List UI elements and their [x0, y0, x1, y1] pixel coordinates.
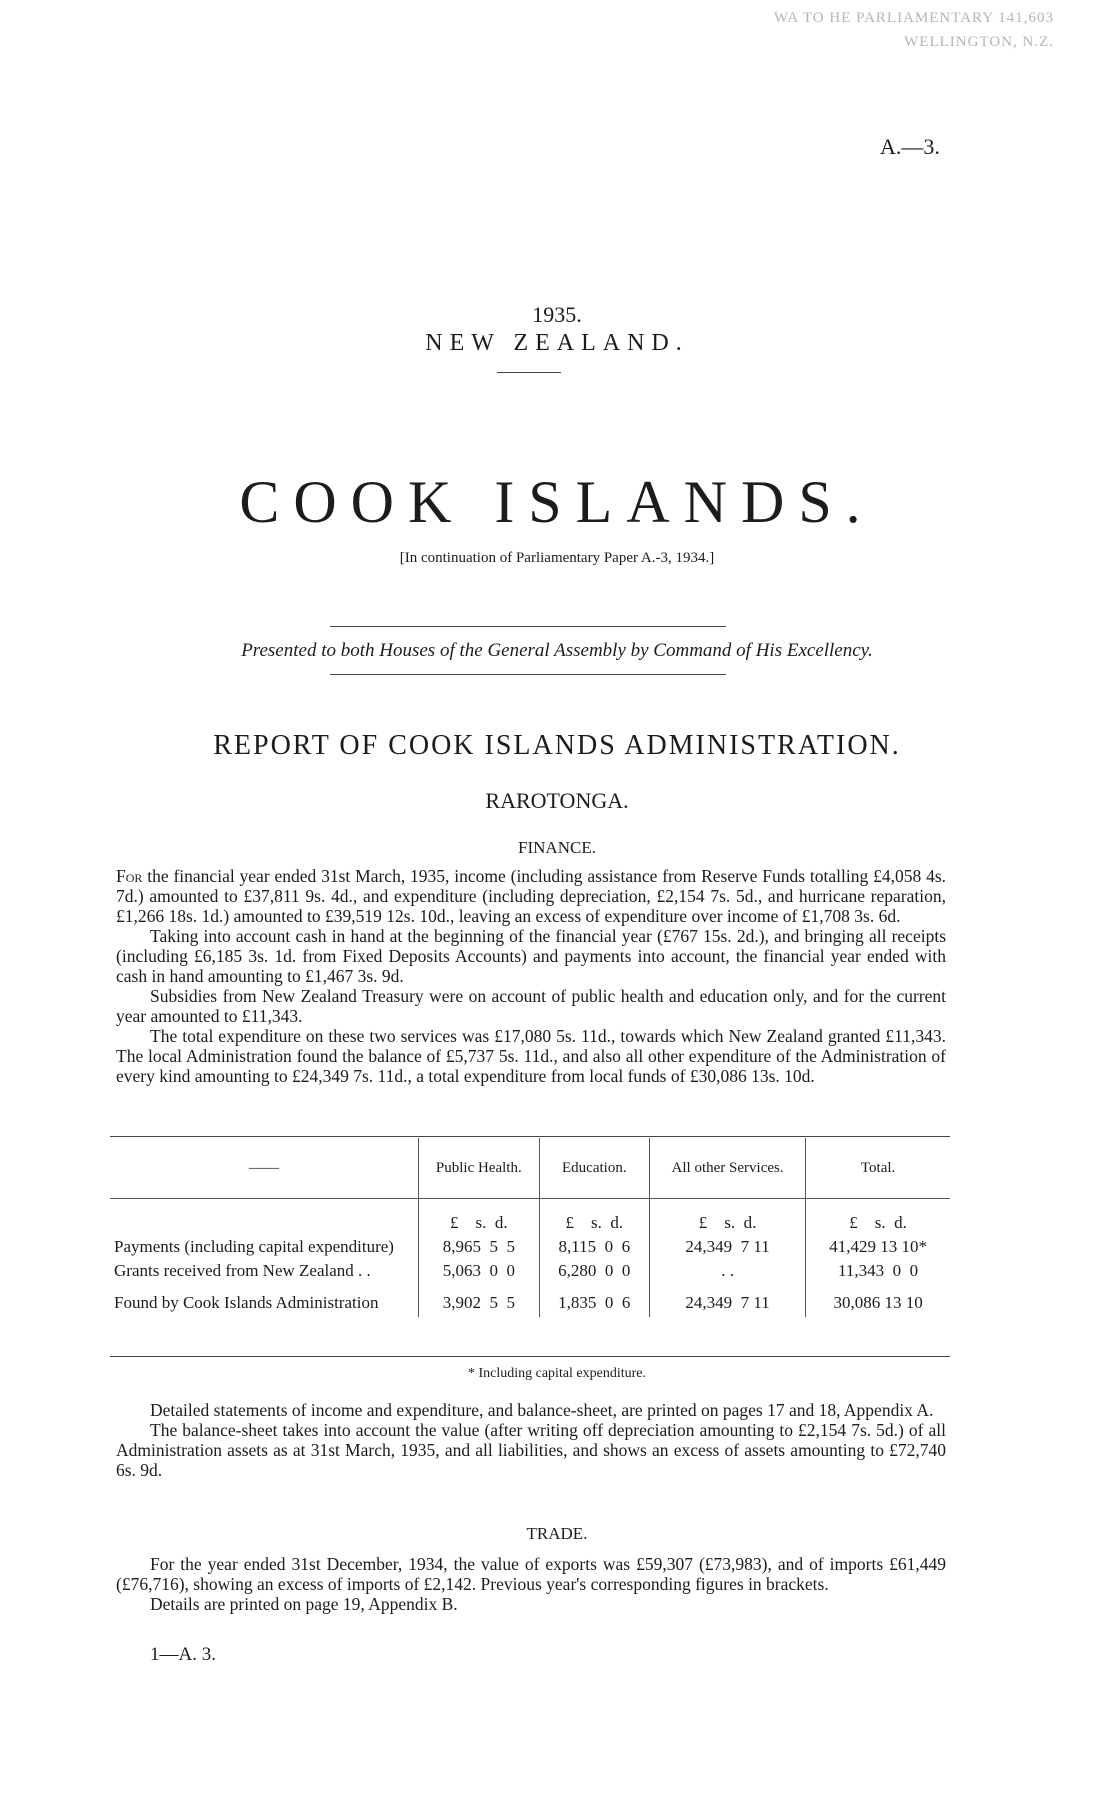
units-cell: £ s. d.: [849, 1213, 907, 1232]
trade-heading: TRADE.: [526, 1524, 588, 1543]
finance-lead-word: For: [116, 866, 143, 886]
report-title: REPORT OF COOK ISLANDS ADMINISTRATION.: [213, 730, 901, 761]
table-header-row: [110, 1138, 950, 1199]
table-top-rule: [110, 1136, 950, 1137]
year: 1935.: [532, 302, 582, 327]
finance-paragraph-1-text: the financial year ended 31st March, 1935, income (including assistance from Reserve Funds totalling £4,058 4s. 7d.) amounted to £37,811 9s. 4d., and expenditure (including depreciation, £2,154 7s. 5d., and hurricane reparation, £1,266 18s. 1d.) amounted to £39,519 12s. 10d., leaving an excess of expenditure over income of £1,708 3s. 6d.: [116, 866, 946, 926]
table-cell: 11,343 0 0: [838, 1261, 919, 1280]
table-cell: 24,349 7 11: [649, 1235, 805, 1259]
divider-short: [497, 372, 561, 373]
subtitle: [In continuation of Parliamentary Paper A.-3, 1934.]: [399, 550, 715, 566]
balance-paragraph-2: The balance-sheet takes into account the value (after writing off depreciation amounting to £2,154 7s. 5d.) of all Administration assets as at 31st March, 1935, and all liabilities, and shows an excess of assets amounting to £72,740 6s. 9d.: [116, 1420, 946, 1480]
row-label: Grants received from New Zealand . .: [110, 1259, 419, 1283]
presented-line: Presented to both Houses of the General Assembly by Command of His Excellency.: [241, 640, 873, 661]
row-label: Payments (including capital expenditure): [110, 1235, 419, 1259]
balance-paragraph-1: Detailed statements of income and expenditure, and balance-sheet, are printed on pages 17 and 18, Appendix A.: [150, 1400, 934, 1420]
table-cell: 24,349 7 11: [649, 1283, 805, 1317]
place-heading: RAROTONGA.: [485, 788, 629, 813]
header-total: Total.: [806, 1138, 950, 1199]
table-row: [110, 1235, 950, 1259]
table-cell: 8,965 5 5: [419, 1235, 540, 1259]
table-cell: 41,429 13 10*: [829, 1237, 927, 1256]
country: NEW ZEALAND.: [425, 330, 689, 356]
table-row: [110, 1283, 950, 1317]
table-cell: 3,902 5 5: [419, 1283, 540, 1317]
header-education: Education.: [539, 1138, 649, 1199]
units-cell: £ s. d.: [539, 1199, 649, 1236]
header-public-health: Public Health.: [419, 1138, 540, 1199]
trade-paragraph-2: Details are printed on page 19, Appendix B.: [150, 1594, 458, 1614]
library-stamp: [774, 6, 1054, 54]
table-units-row: [110, 1199, 950, 1236]
stamp-line-2: WELLINGTON, N.Z.: [904, 34, 1054, 50]
row-label: Found by Cook Islands Administration: [110, 1283, 419, 1317]
units-cell: £ s. d.: [419, 1199, 540, 1236]
table-cell: 1,835 0 6: [539, 1283, 649, 1317]
header-label: ——: [110, 1138, 419, 1199]
finance-paragraph-3: Subsidies from New Zealand Treasury were on account of public health and education only, and for the current year amounted to £11,343.: [116, 986, 946, 1026]
divider-bottom: [330, 674, 726, 675]
trade-paragraph-1: For the year ended 31st December, 1934, the value of exports was £59,307 (£73,983), and of imports £61,449 (£76,716), showing an excess of imports of £2,142. Previous year's corresponding figures in brackets.: [116, 1554, 946, 1594]
finance-heading: FINANCE.: [518, 838, 596, 857]
table-cell: . .: [649, 1259, 805, 1283]
finance-paragraph-4: The total expenditure on these two services was £17,080 5s. 11d., towards which New Zealand granted £11,343. The local Administration found the balance of £5,737 5s. 11d., and also all other expenditure of the Administration of every kind amounting to £24,349 7s. 11d., a total expenditure from local funds of £30,086 13s. 10d.: [116, 1026, 946, 1086]
page-title: COOK ISLANDS.: [239, 469, 875, 535]
table-cell: 5,063 0 0: [419, 1259, 540, 1283]
header-other-services: All other Services.: [649, 1138, 805, 1199]
finance-table: [110, 1138, 950, 1317]
stamp-line-1: WA TO HE PARLIAMENTARY 141,603: [773, 10, 1054, 26]
units-cell: £ s. d.: [649, 1199, 805, 1236]
balance-text: [116, 1400, 946, 1480]
finance-paragraph-1: [116, 866, 946, 926]
table-row: [110, 1259, 950, 1283]
table-footnote: * Including capital expenditure.: [467, 1366, 647, 1381]
finance-text: [116, 866, 946, 1086]
trade-text: [116, 1554, 946, 1614]
page-number: 1—A. 3.: [150, 1644, 216, 1665]
table-cell: 6,280 0 0: [539, 1259, 649, 1283]
divider-top: [330, 626, 726, 627]
table-cell: 8,115 0 6: [539, 1235, 649, 1259]
paper-reference: A.—3.: [880, 134, 940, 159]
table-bottom-rule: [110, 1356, 950, 1357]
table-cell: 30,086 13 10: [833, 1293, 923, 1312]
finance-paragraph-2: Taking into account cash in hand at the beginning of the financial year (£767 15s. 2d.), and bringing all receipts (including £6,185 3s. 1d. from Fixed Deposits Accounts) and payments into account, the financial year ended with cash in hand amounting to £1,467 3s. 9d.: [116, 926, 946, 986]
